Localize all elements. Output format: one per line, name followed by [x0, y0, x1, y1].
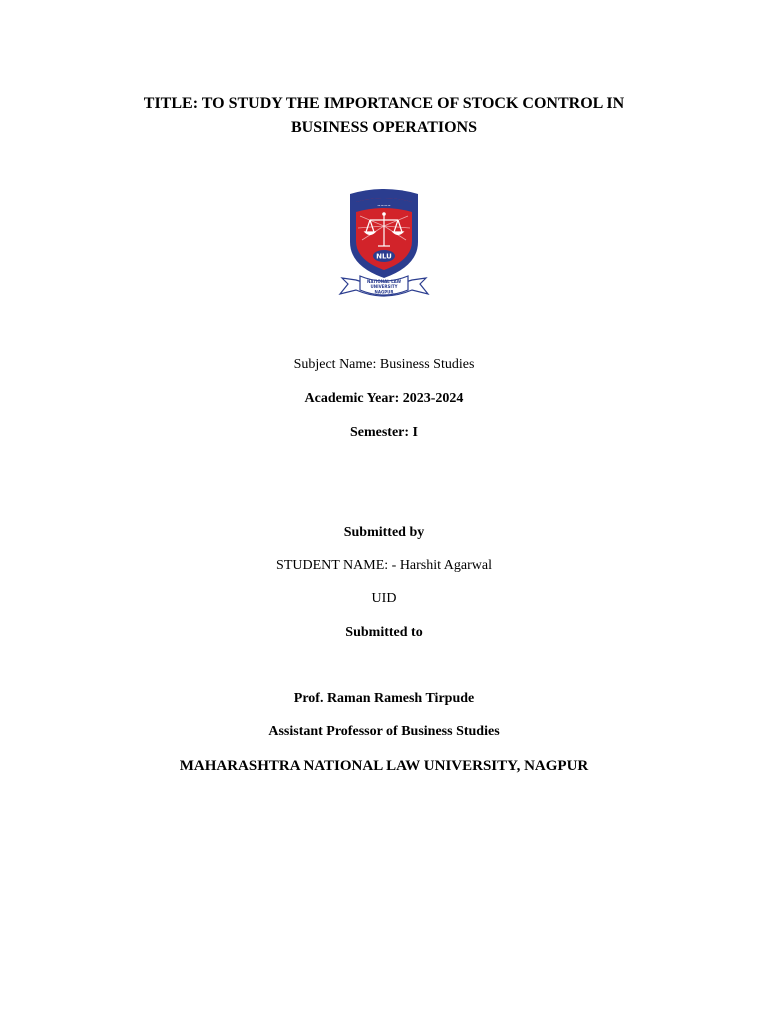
- svg-text:~~~~: ~~~~: [377, 203, 391, 208]
- academic-year: Academic Year: 2023-2024: [304, 391, 464, 406]
- svg-text:NAGPUR: NAGPUR: [374, 289, 394, 295]
- semester: Semester: I: [349, 425, 419, 440]
- student-name: STUDENT NAME: - Harshit Agarwal: [276, 558, 492, 573]
- nlu-nagpur-emblem-icon: [334, 186, 434, 308]
- submitted-to-label: Submitted to: [345, 625, 423, 640]
- professor-name: Prof. Raman Ramesh Tirpude: [293, 691, 475, 706]
- document-title: [84, 92, 684, 140]
- submitted-by-label: Submitted by: [343, 525, 425, 540]
- svg-text:NATIONAL LAW: NATIONAL LAW: [366, 279, 402, 284]
- professor-designation: Assistant Professor of Business Studies: [268, 724, 500, 739]
- university-name: MAHARASHTRA NATIONAL LAW UNIVERSITY, NAGPUR: [179, 758, 589, 774]
- title-line-2: BUSINESS OPERATIONS: [291, 119, 477, 136]
- subject-name: Subject Name: Business Studies: [293, 357, 475, 372]
- title-line-1: TITLE: TO STUDY THE IMPORTANCE OF STOCK CONTROL IN: [143, 95, 625, 112]
- svg-text:NLU: NLU: [376, 252, 392, 261]
- uid-label: UID: [371, 591, 397, 606]
- svg-text:UNIVERSITY: UNIVERSITY: [370, 284, 398, 289]
